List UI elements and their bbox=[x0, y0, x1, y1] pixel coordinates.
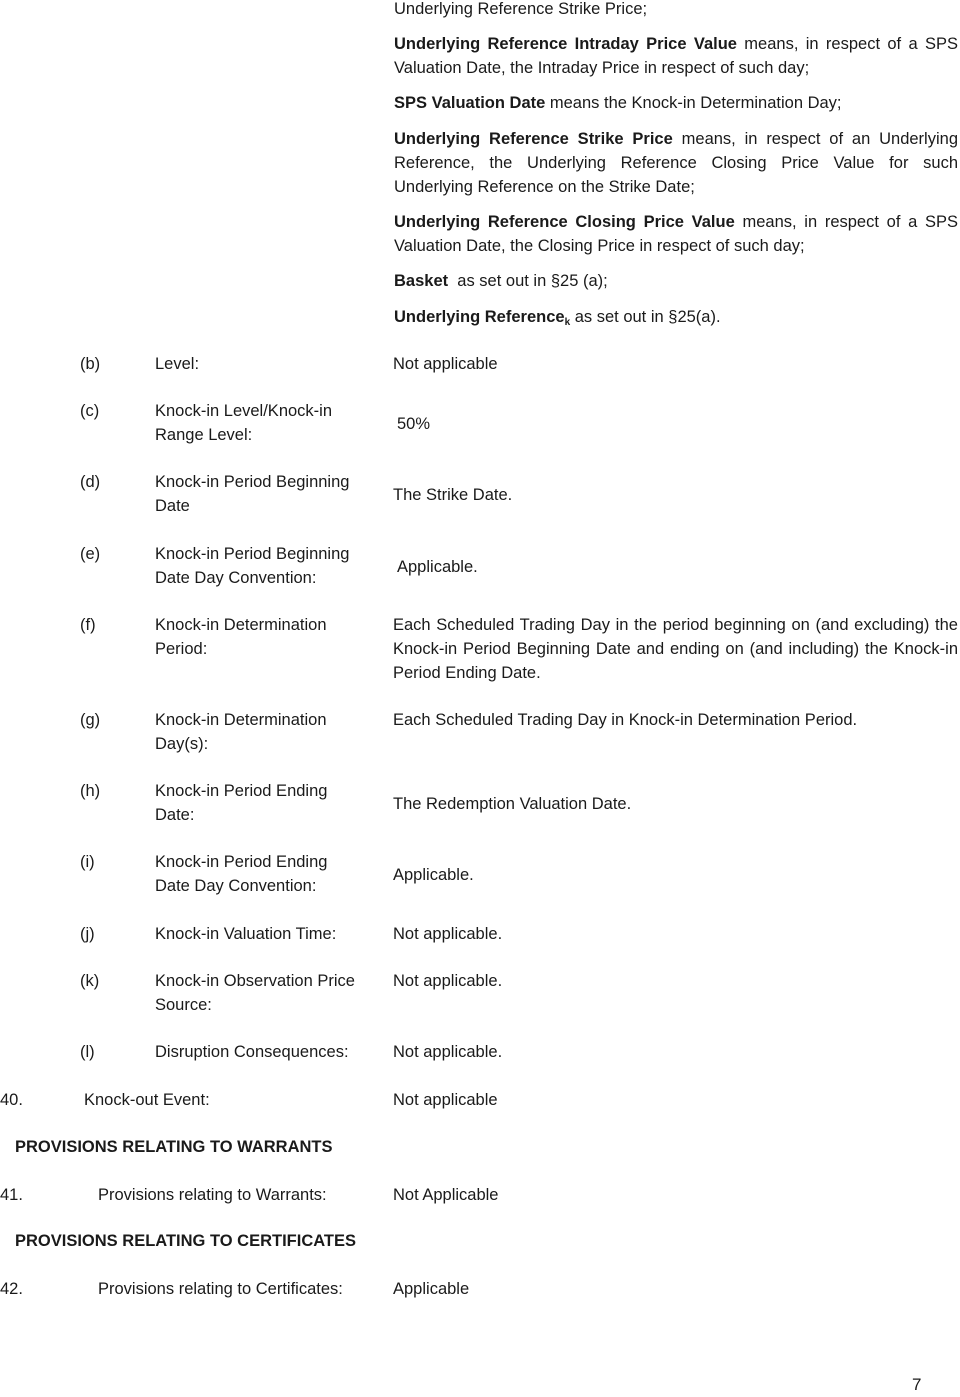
item-value: The Redemption Valuation Date. bbox=[393, 795, 632, 813]
item-letter: (e) bbox=[80, 545, 101, 563]
item-letter: (j) bbox=[80, 925, 95, 943]
definition-basket bbox=[394, 269, 958, 293]
item-label: Provisions relating to Certificates: bbox=[98, 1280, 343, 1298]
item-label: Knock-in Determination Day(s): bbox=[155, 711, 327, 753]
definition-sps-valuation-date bbox=[394, 91, 958, 115]
item-value: Each Scheduled Trading Day in the period beginning on (and excluding) the Knock-in Period Beginning Date and ending on (and including) the Knock-in Period Ending Date. bbox=[393, 616, 958, 682]
item-label: Disruption Consequences: bbox=[155, 1043, 349, 1061]
definition-underlying-reference-k bbox=[394, 305, 958, 329]
definition-term: Basket bbox=[394, 272, 449, 290]
item-letter: (d) bbox=[80, 473, 101, 491]
definition-text: as set out in §25 (a); bbox=[448, 272, 608, 290]
page-number: 7 bbox=[912, 1375, 922, 1394]
definition-term: Underlying Reference Closing Price Value bbox=[394, 213, 735, 231]
definition-text: means, in respect of an Underlying Reference, the Underlying Reference Closing Price Value for such Underlying Reference on the Strike Date; bbox=[394, 130, 958, 196]
item-letter: (c) bbox=[80, 402, 100, 420]
item-label: Knock-in Period Ending Date Day Convention: bbox=[155, 853, 328, 895]
definition-underlying-reference-closing-price-value bbox=[394, 210, 958, 258]
item-value: Not applicable. bbox=[393, 972, 503, 990]
item-value: Applicable. bbox=[397, 558, 478, 576]
item-letter: (k) bbox=[80, 972, 100, 990]
definition-term: Underlying Reference Intraday Price Value bbox=[394, 35, 737, 53]
item-number: 42. bbox=[0, 1280, 23, 1298]
definition-term: Underlying Reference bbox=[394, 308, 565, 326]
item-number: 40. bbox=[0, 1091, 23, 1109]
item-label: Knock-in Period Beginning Date Day Convention: bbox=[155, 545, 350, 587]
item-label: Knock-in Level/Knock-in Range Level: bbox=[155, 402, 333, 444]
item-label: Knock-in Valuation Time: bbox=[155, 925, 337, 943]
item-letter: (b) bbox=[80, 355, 101, 373]
item-value: The Strike Date. bbox=[393, 486, 513, 504]
item-value: 50% bbox=[397, 415, 431, 433]
definition-term: SPS Valuation Date bbox=[394, 94, 546, 112]
definition-text: as set out in §25(a). bbox=[570, 308, 721, 326]
item-label: Knock-in Period Ending Date: bbox=[155, 782, 328, 824]
item-letter: (l) bbox=[80, 1043, 95, 1061]
item-label: Knock-in Period Beginning Date bbox=[155, 473, 350, 515]
item-label: Knock-out Event: bbox=[84, 1091, 210, 1109]
definition-underlying-reference-intraday-price-value bbox=[394, 32, 958, 80]
definition-text: means the Knock-in Determination Day; bbox=[545, 94, 842, 112]
definition-subscript: k bbox=[564, 317, 571, 328]
item-value: Not applicable bbox=[393, 1091, 498, 1109]
item-value: Not applicable. bbox=[393, 1043, 503, 1061]
definition-text: means, in respect of a SPS Valuation Date, the Closing Price in respect of such day; bbox=[394, 213, 958, 255]
item-label: Knock-in Determination Period: bbox=[155, 616, 327, 658]
item-label: Provisions relating to Warrants: bbox=[98, 1186, 327, 1204]
top-fragment: Underlying Reference Strike Price; bbox=[394, 0, 648, 18]
item-value: Not applicable. bbox=[393, 925, 503, 943]
item-number: 41. bbox=[0, 1186, 23, 1204]
item-value: Applicable. bbox=[393, 866, 474, 884]
item-value: Not applicable bbox=[393, 355, 498, 373]
item-label: Level: bbox=[155, 355, 200, 373]
heading-warrants: PROVISIONS RELATING TO WARRANTS bbox=[15, 1138, 333, 1156]
item-value: Applicable bbox=[393, 1280, 470, 1298]
item-value: Not Applicable bbox=[393, 1186, 499, 1204]
definition-text: means, in respect of a SPS Valuation Date, the Intraday Price in respect of such day; bbox=[394, 35, 958, 77]
item-label: Knock-in Observation Price Source: bbox=[155, 972, 355, 1014]
item-letter: (f) bbox=[80, 616, 96, 634]
definition-term: Underlying Reference Strike Price bbox=[394, 130, 673, 148]
item-value: Each Scheduled Trading Day in Knock-in Determination Period. bbox=[393, 711, 858, 729]
item-letter: (i) bbox=[80, 853, 95, 871]
definition-underlying-reference-strike-price bbox=[394, 127, 958, 199]
heading-certificates: PROVISIONS RELATING TO CERTIFICATES bbox=[15, 1232, 357, 1250]
item-letter: (g) bbox=[80, 711, 101, 729]
item-letter: (h) bbox=[80, 782, 101, 800]
